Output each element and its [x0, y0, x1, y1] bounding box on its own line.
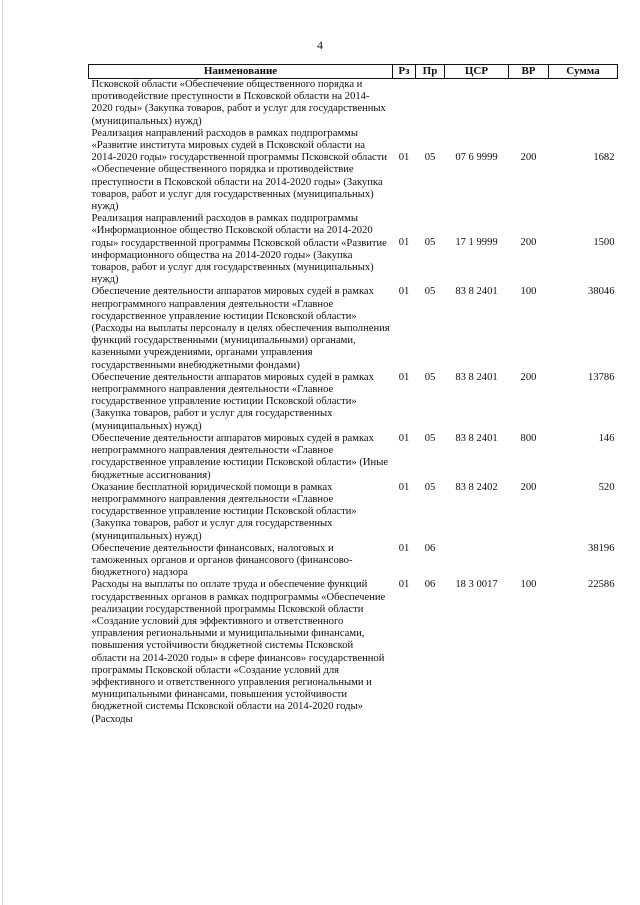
cell-csr: 83 8 2402 — [455, 481, 498, 493]
cell-name: Реализация направлений расходов в рамках подпрограммы «Информационное общество Псковской области на 2014-2020 годы» государственной программы Псковской области «Развитие информационного общества на 2014-2020 годы» (Закупка товаров, работ и услуг для государственных (муниципальных) нужд) — [91, 213, 387, 286]
cell-sum: 1682 — [593, 151, 615, 163]
cell-name: Оказание бесплатной юридической помощи в рамках непрограммного направления деятельности «Главное государственное управление юстиции Псковской области» (Закупка товаров, работ и услуг для государственных (муниципальных) нужд) — [91, 481, 357, 542]
scan-edge-line — [2, 0, 3, 905]
cell-vr: 100 — [520, 579, 537, 591]
cell-vr: 200 — [520, 151, 537, 163]
table-row — [89, 286, 618, 371]
header-name: Наименование — [89, 65, 393, 79]
cell-vr — [509, 79, 549, 128]
cell-name: Обеспечение деятельности аппаратов мировых судей в рамках непрограммного направления деятельности «Главное государственное управление юстиции Псковской области» (Иные бюджетные ассигнования) — [91, 432, 389, 481]
header-vr: ВР — [509, 65, 549, 79]
page-number: 4 — [317, 38, 323, 52]
cell-vr: 800 — [520, 432, 537, 444]
cell-sum: 38046 — [588, 286, 615, 298]
cell-csr: 83 8 2401 — [455, 432, 498, 444]
header-rz: Рз — [393, 65, 416, 79]
cell-pr: 05 — [424, 237, 436, 249]
table-row — [89, 579, 618, 725]
table-row — [89, 128, 618, 213]
budget-table — [88, 64, 618, 726]
header-csr: ЦСР — [445, 65, 509, 79]
cell-rz: 01 — [398, 542, 410, 554]
table-row — [89, 433, 618, 482]
cell-sum — [549, 79, 618, 128]
cell-rz: 01 — [398, 579, 410, 591]
cell-rz: 01 — [398, 286, 410, 298]
cell-pr: 05 — [424, 151, 436, 163]
cell-name: Расходы на выплаты по оплате труда и обеспечение функций государственных органов в рамках подпрограммы «Обеспечение реализации государственной программы Псковской области «Создание условий для эффективного и ответственного управления региональными и муниципальными финансами, повышения устойчивости бюджетной системы Псковской области на 2014-2020 годы» в сфере финансов» государственной программы Псковской области «Создание условий для эффективного и ответственного управления региональными и муниципальными финансами, повышения устойчивости бюджетной системы Псковской области на 2014-2020 годы» (Расходы — [91, 579, 386, 725]
cell-pr: 06 — [424, 542, 436, 554]
cell-rz: 01 — [398, 432, 410, 444]
table-row — [89, 213, 618, 286]
cell-csr: 07 6 9999 — [455, 151, 498, 163]
cell-vr — [509, 543, 549, 580]
cell-rz: 01 — [398, 237, 410, 249]
cell-sum: 13786 — [588, 371, 615, 383]
table-row — [89, 482, 618, 543]
cell-name: Реализация направлений расходов в рамках подпрограммы «Развитие института мировых судей в Псковской области на 2014-2020 годы» государственной программы Псковской области «Обеспечение общественного порядка и противодействие преступности в Псковской области на 2014-2020 годы» (Закупка товаров, работ и услуг для государственных (муниципальных) нужд) — [91, 127, 388, 213]
cell-rz: 01 — [398, 481, 410, 493]
cell-pr: 05 — [424, 371, 436, 383]
header-sum: Сумма — [549, 65, 618, 79]
cell-sum: 38196 — [588, 542, 615, 554]
cell-pr: 06 — [424, 579, 436, 591]
cell-pr: 05 — [424, 432, 436, 444]
cell-pr: 05 — [424, 481, 436, 493]
cell-vr: 200 — [520, 371, 537, 383]
cell-vr: 200 — [520, 237, 537, 249]
cell-vr: 200 — [520, 481, 537, 493]
cell-csr: 83 8 2401 — [455, 286, 498, 298]
cell-csr: 17 1 9999 — [455, 237, 498, 249]
table-row — [89, 372, 618, 433]
cell-rz: 01 — [398, 151, 410, 163]
header-pr: Пр — [416, 65, 445, 79]
cell-rz — [393, 79, 416, 128]
cell-sum: 1500 — [593, 237, 615, 249]
cell-name: Обеспечение деятельности аппаратов мировых судей в рамках непрограммного направления деятельности «Главное государственное управление юстиции Псковской области» (Расходы на выплаты персоналу в целях обеспечения выполнения функций государственными (муниципальными) органами, казенными учреждениями, органами управления государственными внебюджетными фондами) — [91, 286, 390, 371]
cell-sum: 22586 — [588, 579, 615, 591]
cell-rz: 01 — [398, 371, 410, 383]
cell-pr: 05 — [424, 286, 436, 298]
table-row — [89, 543, 618, 580]
table-row — [89, 79, 618, 128]
table-header-row — [89, 65, 618, 79]
cell-csr — [445, 543, 509, 580]
cell-name: Обеспечение деятельности аппаратов мировых судей в рамках непрограммного направления деятельности «Главное государственное управление юстиции Псковской области» (Закупка товаров, работ и услуг для государственных (муниципальных) нужд) — [91, 371, 374, 432]
cell-csr — [445, 79, 509, 128]
cell-csr: 18 3 0017 — [455, 579, 498, 591]
cell-name: Псковской области «Обеспечение общественного порядка и противодействие преступности в Псковской области на 2014-2020 годы» (Закупка товаров, работ и услуг для государственных (муниципальных) нужд) — [91, 79, 386, 127]
cell-sum: 146 — [598, 432, 615, 444]
cell-name: Обеспечение деятельности финансовых, налоговых и таможенных органов и органов финансового (финансово-бюджетного) надзора — [91, 542, 353, 579]
cell-pr — [416, 79, 445, 128]
cell-sum: 520 — [598, 481, 615, 493]
cell-vr: 100 — [520, 286, 537, 298]
cell-csr: 83 8 2401 — [455, 371, 498, 383]
